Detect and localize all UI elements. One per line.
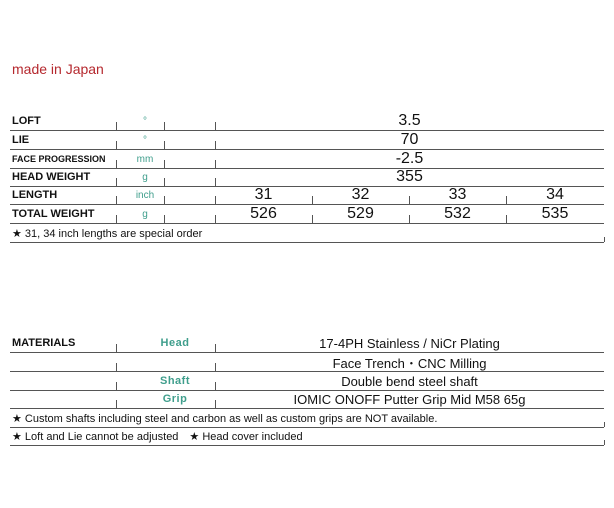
material-value: 17-4PH Stainless / NiCr Plating — [319, 335, 500, 351]
materials-note: ★ Loft and Lie cannot be adjusted ★ Head cover included — [12, 431, 303, 443]
spec-label: LENGTH — [12, 189, 58, 201]
length-32: 32 — [351, 186, 370, 203]
divider — [116, 122, 117, 130]
divider — [604, 422, 605, 427]
material-value: IOMIC ONOFF Putter Grip Mid M58 65g — [293, 391, 526, 407]
material-part: Head — [160, 337, 190, 349]
divider — [215, 122, 216, 130]
divider — [215, 141, 216, 149]
divider — [215, 215, 216, 223]
divider — [409, 196, 410, 204]
divider — [215, 363, 216, 371]
spec-label: FACE PROGRESSION — [12, 154, 106, 164]
spec-row-length — [10, 186, 604, 205]
origin-label: made in Japan — [12, 61, 104, 77]
divider — [215, 178, 216, 186]
spec-label: HEAD WEIGHT — [12, 171, 91, 183]
materials-note: ★ Custom shafts including steel and carbon as well as custom grips are NOT available. — [12, 412, 438, 425]
divider — [116, 382, 117, 390]
divider — [116, 178, 117, 186]
length-33: 33 — [448, 186, 467, 203]
divider — [604, 237, 605, 242]
divider — [312, 215, 313, 223]
divider — [215, 344, 216, 352]
spec-row-head-weight — [10, 168, 604, 187]
materials-row-grip — [10, 390, 604, 409]
spec-unit: g — [142, 208, 148, 220]
divider — [116, 215, 117, 223]
spec-label: LOFT — [12, 115, 41, 127]
spec-row-lie — [10, 131, 604, 150]
total-weight-34: 535 — [541, 205, 569, 222]
divider — [164, 122, 165, 130]
divider — [116, 196, 117, 204]
materials-row-face — [10, 353, 604, 372]
divider — [116, 141, 117, 149]
divider — [215, 196, 216, 204]
divider — [312, 196, 313, 204]
divider — [506, 196, 507, 204]
spec-unit: inch — [135, 189, 155, 201]
materials-note-row-1 — [10, 409, 604, 428]
divider — [164, 215, 165, 223]
divider — [215, 382, 216, 390]
spec-unit: ° — [143, 134, 147, 146]
divider — [215, 400, 216, 408]
divider — [164, 178, 165, 186]
spec-row-loft — [10, 112, 604, 131]
total-weight-33: 532 — [444, 205, 471, 222]
divider — [164, 141, 165, 149]
total-weight-31: 526 — [250, 205, 277, 222]
spec-value: 3.5 — [398, 112, 421, 129]
material-part: Grip — [162, 393, 188, 405]
total-weight-32: 529 — [347, 205, 374, 222]
divider — [604, 440, 605, 445]
spec-row-total-weight — [10, 205, 604, 224]
spec-value: 355 — [396, 168, 423, 185]
spec-note: ★ 31, 34 inch lengths are special order — [12, 227, 203, 240]
materials-label: MATERIALS — [12, 337, 76, 349]
divider — [116, 363, 117, 371]
divider — [116, 400, 117, 408]
material-value: Double bend steel shaft — [341, 373, 478, 389]
material-value: Face Trench・CNC Milling — [332, 355, 487, 371]
divider — [506, 215, 507, 223]
spec-label: LIE — [12, 134, 30, 146]
divider — [116, 160, 117, 168]
materials-note-row-2 — [10, 427, 604, 446]
divider — [409, 215, 410, 223]
spec-row-face-progression — [10, 150, 604, 169]
spec-unit: mm — [136, 153, 154, 165]
divider — [116, 344, 117, 352]
divider — [164, 160, 165, 168]
material-part: Shaft — [160, 375, 190, 387]
spec-value: 70 — [400, 131, 419, 148]
divider — [215, 160, 216, 168]
length-31: 31 — [254, 186, 273, 203]
spec-unit: g — [142, 171, 148, 183]
spec-value: -2.5 — [395, 150, 424, 167]
materials-row-head — [10, 334, 604, 353]
spec-label: TOTAL WEIGHT — [12, 208, 95, 220]
divider — [164, 196, 165, 204]
spec-unit: ° — [143, 115, 147, 127]
spec-note-row — [10, 224, 604, 243]
materials-row-shaft — [10, 372, 604, 391]
length-34: 34 — [546, 186, 564, 203]
